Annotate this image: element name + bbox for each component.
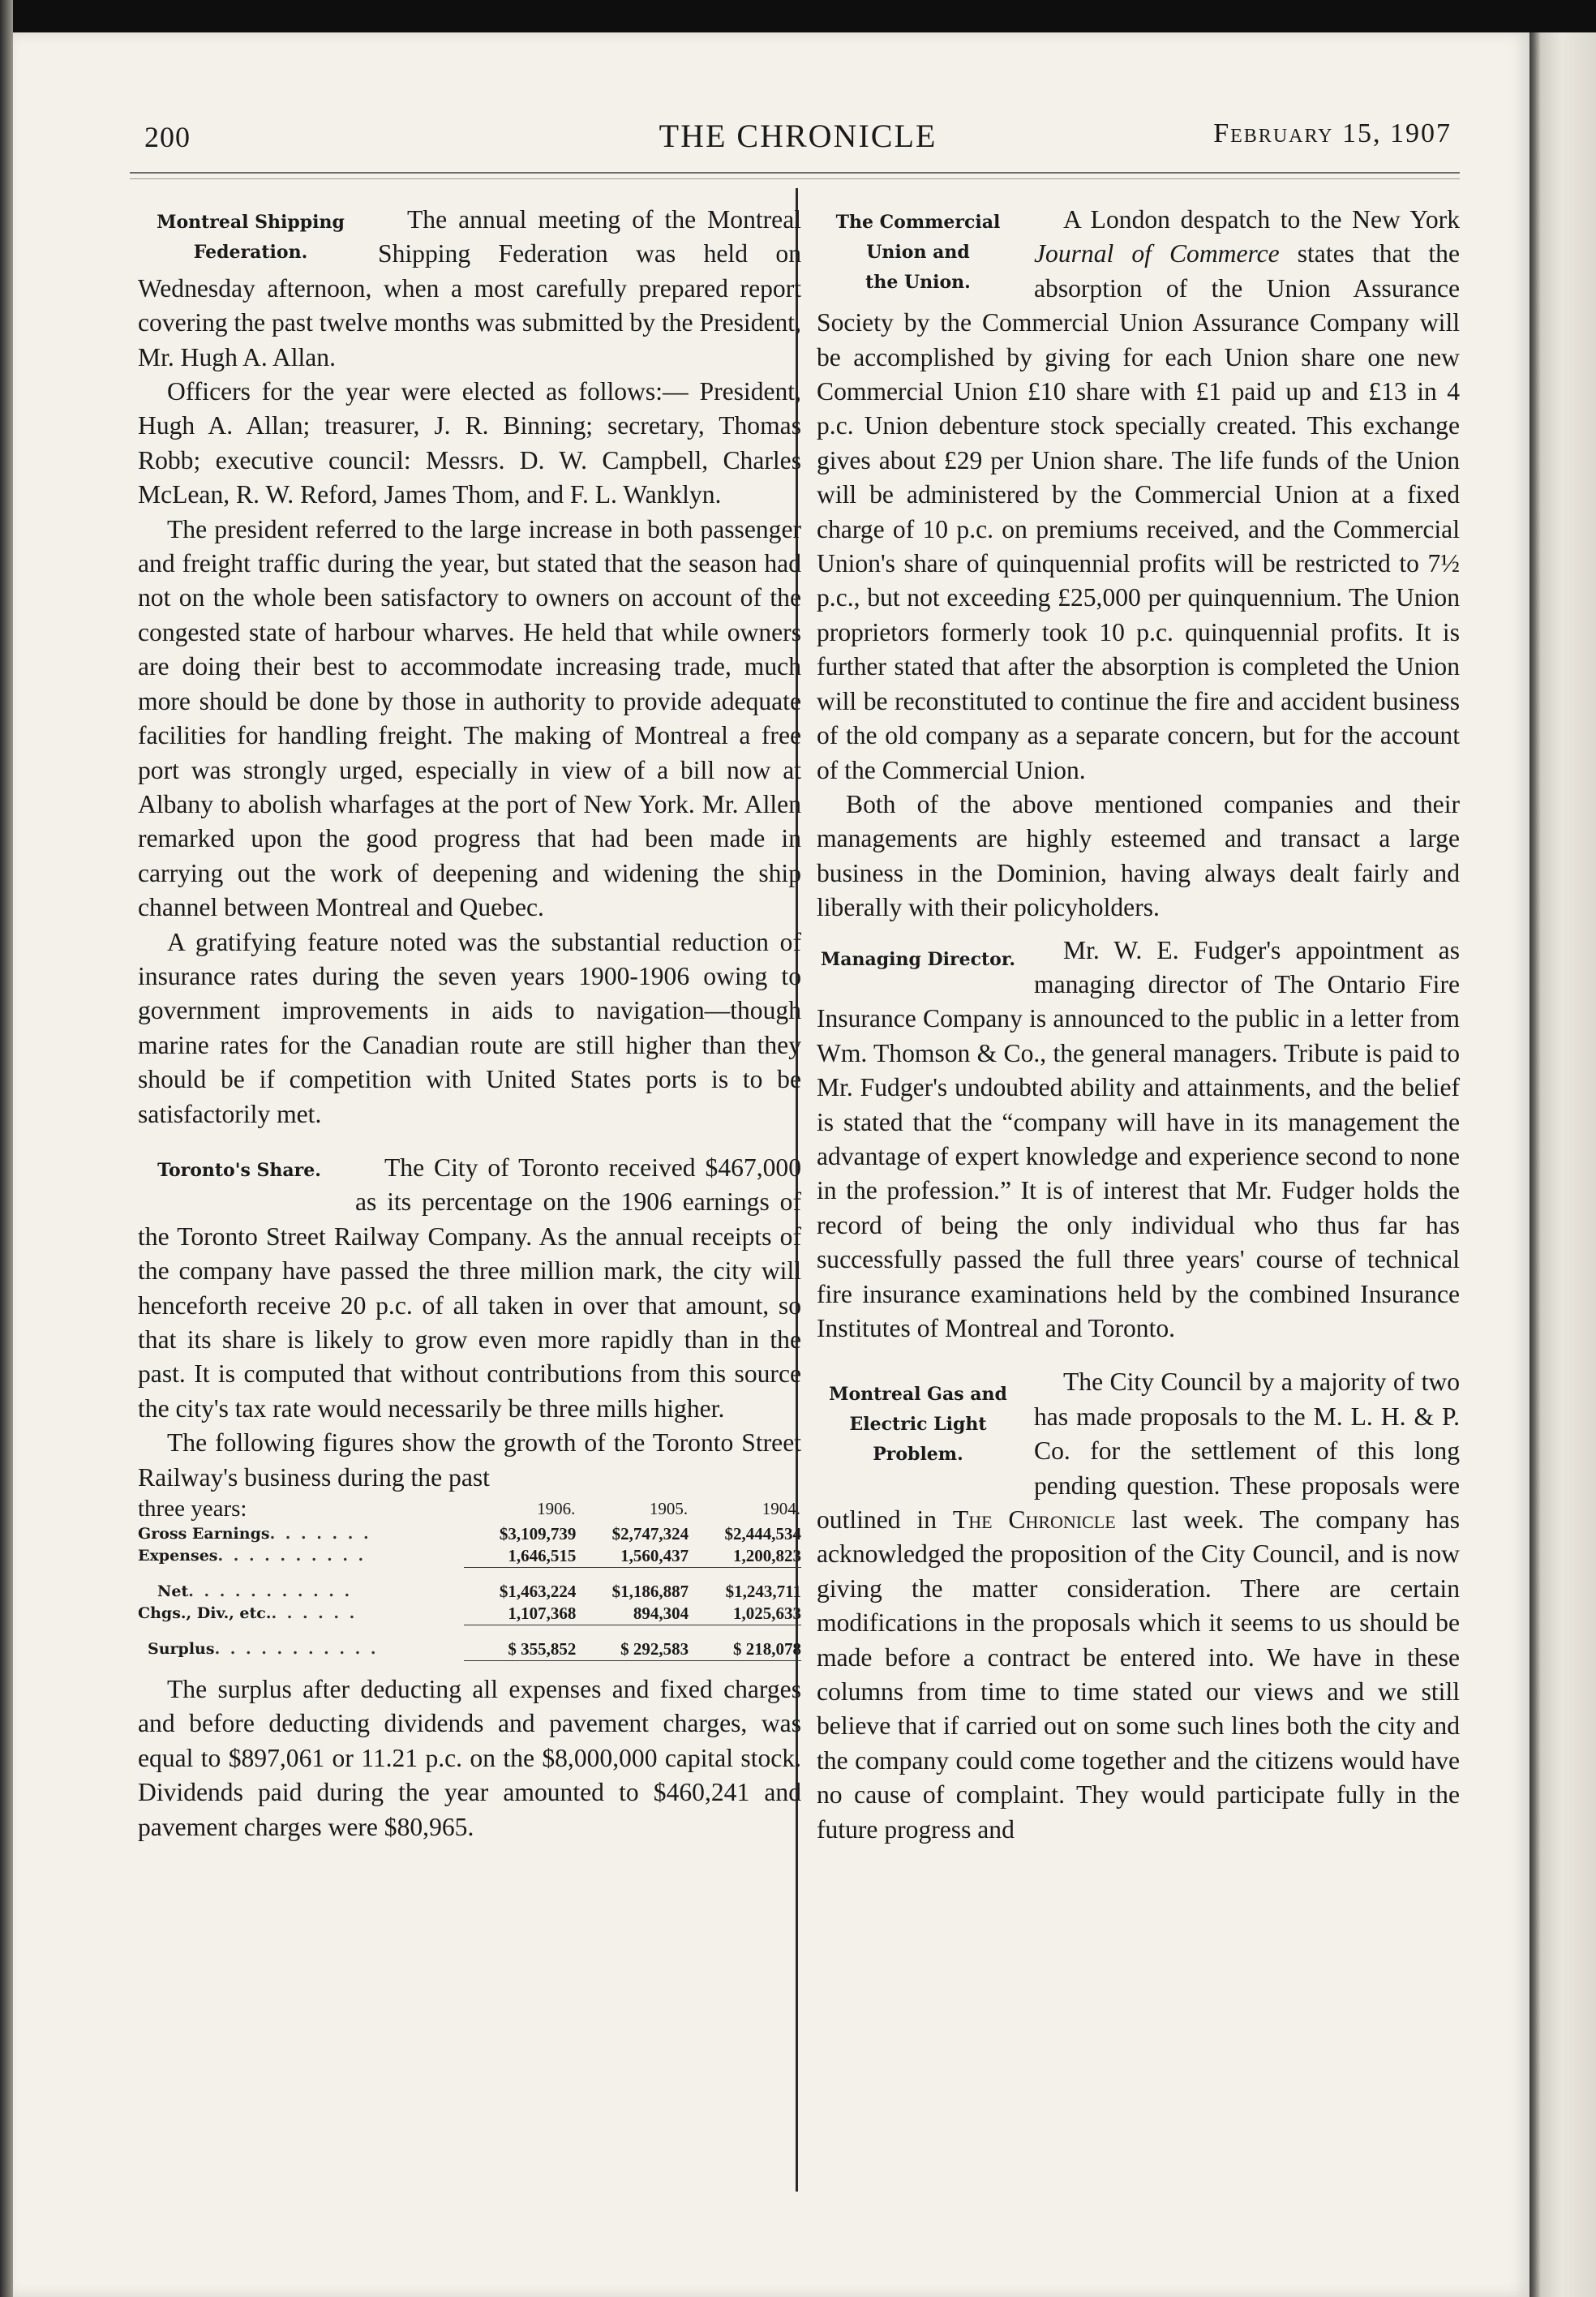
sidehead-torontos-share [138, 1156, 341, 1186]
sidehead-line: Managing Director. [820, 948, 1016, 970]
cell: 1,560,437 [576, 1545, 689, 1568]
table-row [138, 1523, 801, 1545]
left-column [138, 203, 801, 1844]
year-header: 1906. [537, 1499, 576, 1519]
year-header: 1904. [762, 1499, 800, 1519]
paragraph: The president referred to the large increase in both passenger and freight traffic during the year, but stated that the season had not on the whole been satisfactory to owners on account of the congested state of harbour wharves. He held that while owners are doing their best to accommodate increasing trade, much more should be done by those in authority to provide adequate facilities for handling freight. The making of Montreal a free port was strongly urged, especially in view of a bill now at Albany to abolish wharfages at the port of New York. Mr. Allen remarked upon the good progress that had been made in carrying out the work of deepening and widening the ship channel between Montreal and Quebec. [138, 514, 801, 922]
row-label: Gross Earnings. . . . . . . [138, 1525, 371, 1543]
row-label: Chgs., Div., etc.. . . . . . [138, 1604, 358, 1623]
header-rule [130, 172, 1460, 174]
cell: 894,304 [576, 1603, 689, 1625]
article-commercial-union [817, 203, 1460, 925]
scan-right-edge [1530, 32, 1596, 2297]
paragraph: Both of the above mentioned companies and their managements are highly esteemed and transact a large business in the Dominion, having always dealt fairly and liberally with their policyholders. [817, 789, 1460, 922]
cell: 1,646,515 [464, 1545, 577, 1568]
cell: 1,107,368 [464, 1603, 577, 1625]
sidehead-montreal-gas [817, 1380, 1019, 1470]
article-torontos-share [138, 1151, 801, 1495]
railway-figures-table [138, 1495, 801, 1661]
sidehead-line: Federation. [193, 242, 308, 263]
issue-date: February 15, 1907 [1213, 118, 1452, 148]
sidehead-montreal-shipping [138, 208, 363, 268]
paragraph: The City of Toronto received $467,000 as its percentage on the 1906 earnings of the Toronto Street Railway Company. As the annual receipts of the company have passed the three million mark, the city will henceforth receive 20 p.c. of all taken in over that amount, so that its share is likely to grow even more rapidly than in the past. It is computed that without contributions from this source the city's tax rate would necessarily be three mills higher. [138, 1153, 801, 1423]
cell: $2,747,324 [611, 1524, 689, 1544]
row-label: Expenses. . . . . . . . . . [138, 1547, 367, 1565]
cell: $1,463,224 [499, 1582, 577, 1602]
journal-title: Journal of Commerce [1034, 239, 1280, 268]
paragraph: Mr. W. E. Fudger's appointment as managing director of The Ontario Fire Insurance Company is announced to the public in a letter from Wm. Thomson & Co., the general managers. Tribute is paid to Mr. Fudger's undoubted ability and attainments, and the belief is stated that the “company will have in its management the advantage of expert knowledge and experience second to none in the profession.” It is of interest that Mr. Fudger holds the record of being the only individual who thus far has successfully passed the full three years' course of technical fire insurance examinations held by the combined Insurance Institutes of Montreal and Toronto. [817, 935, 1460, 1342]
article-montreal-shipping [138, 203, 801, 1131]
year-header: 1905. [649, 1499, 689, 1519]
right-column [817, 203, 1460, 1847]
header-rule-thin [130, 178, 1460, 179]
cell: $ 292,583 [576, 1638, 689, 1661]
row-label: Net. . . . . . . . . . . [157, 1582, 353, 1601]
paragraph: A gratifying feature noted was the substantial reduction of insurance rates during the seven years 1900-1906 owing to government improvements in aids to navigation—though marine rates for the Canadian route are still higher than they should be if competition with United States ports is to be satisfactorily met. [138, 927, 801, 1128]
paragraph: The following figures show the growth of the Toronto Street Railway's business during the past [138, 1428, 801, 1492]
sidehead-line: Problem. [873, 1444, 963, 1466]
paragraph: The City Council by a majority of two has made proposals to the M. L. H. & P. Co. for the settlement of this long pending question. These proposals were outlined in The Chronicle last week. The company has acknowledged the proposition of the City Council, and is now giving the matter consideration. There are certain modifications in the proposals which it seems to us should be made before a contract be entered into. We have in these columns from time to time stated our views and we still believe that if carried out on some such lines both the city and the company could come together and the citizens would have no cause of complaint. They would participate fully in the future progress and [817, 1367, 1460, 1844]
sidehead-line: Montreal Shipping [157, 212, 345, 233]
cell: 1,025,633 [689, 1603, 801, 1625]
cell: $1,186,887 [611, 1582, 689, 1602]
article-managing-director [817, 934, 1460, 1346]
page-number: 200 [144, 121, 191, 153]
sidehead-line: Montreal Gas and [829, 1384, 1007, 1406]
table-row [138, 1603, 801, 1625]
table-lead: three years: [138, 1496, 247, 1522]
table-row [138, 1545, 801, 1568]
sidehead-line: the Union. [865, 272, 971, 293]
sidehead-line: Electric Light [849, 1414, 987, 1436]
sidehead-managing-director [817, 945, 1019, 975]
table-header-row [138, 1495, 801, 1523]
page-header [144, 120, 1452, 161]
paragraph: The annual meeting of the Montreal Shipping Federation was held on Wednesday afternoon, when a most carefully prepared report covering the past twelve months was submitted by the President, Mr. Hugh A. Allan. [138, 205, 801, 371]
chronicle-name: The Chronicle [952, 1505, 1116, 1535]
cell: $1,243,711 [725, 1582, 801, 1602]
cell: $ 355,852 [464, 1638, 577, 1661]
paragraph: The surplus after deducting all expenses and fixed charges and before deducting dividends and pavement charges, was equal to $897,061 or 11.21 p.c. on the $8,000,000 capital stock. Dividends paid during the year amounted to $460,241 and pavement charges were $80,965. [138, 1675, 801, 1841]
sidehead-line: Union and [866, 242, 970, 263]
running-title: THE CHRONICLE [659, 118, 937, 154]
paragraph: Officers for the year were elected as follows:— President, Hugh A. Allan; treasurer, J. R. Binning; secretary, Thomas Robb; executive council: Messrs. D. W. Campbell, Charles McLean, R. W. Reford, James Thom, and F. L. Wanklyn. [138, 377, 801, 509]
cell: 1,200,823 [689, 1545, 801, 1568]
row-label: Surplus. . . . . . . . . . . [148, 1640, 379, 1659]
sidehead-line: The Commercial [835, 212, 1001, 233]
table-row [138, 1581, 801, 1603]
table-row [138, 1638, 801, 1661]
sidehead-commercial-union [817, 208, 1019, 298]
sidehead-line: Toronto's Share. [157, 1159, 321, 1181]
scan-left-border [0, 0, 13, 2297]
article-montreal-gas [817, 1365, 1460, 1847]
cell: $3,109,739 [499, 1524, 577, 1544]
cell: $2,444,534 [724, 1524, 801, 1544]
cell: $ 218,078 [689, 1638, 801, 1661]
paragraph: A London despatch to the New York Journal of Commerce states that the absorption of the Union Assurance Society by the Commercial Union Assurance Company will be accomplished by giving for each Union share one new Commercial Union £10 share with £1 paid up and £13 in 4 p.c. Union debenture stock specially created. This exchange gives about £29 per Union share. The life funds of the Union will be administered by the Commercial Union at a fixed charge of 10 p.c. on premiums received, and the Commercial Union's share of quinquennial profits will be restricted to 7½ p.c., but not exceeding £25,000 per quinquennium. The Union proprietors formerly took 10 p.c. quinquennial profits. It is further stated that after the absorption is completed the Union will be reconstituted to continue the fire and accident business of the old company as a separate concern, but for the account of the Commercial Union. [817, 205, 1460, 784]
